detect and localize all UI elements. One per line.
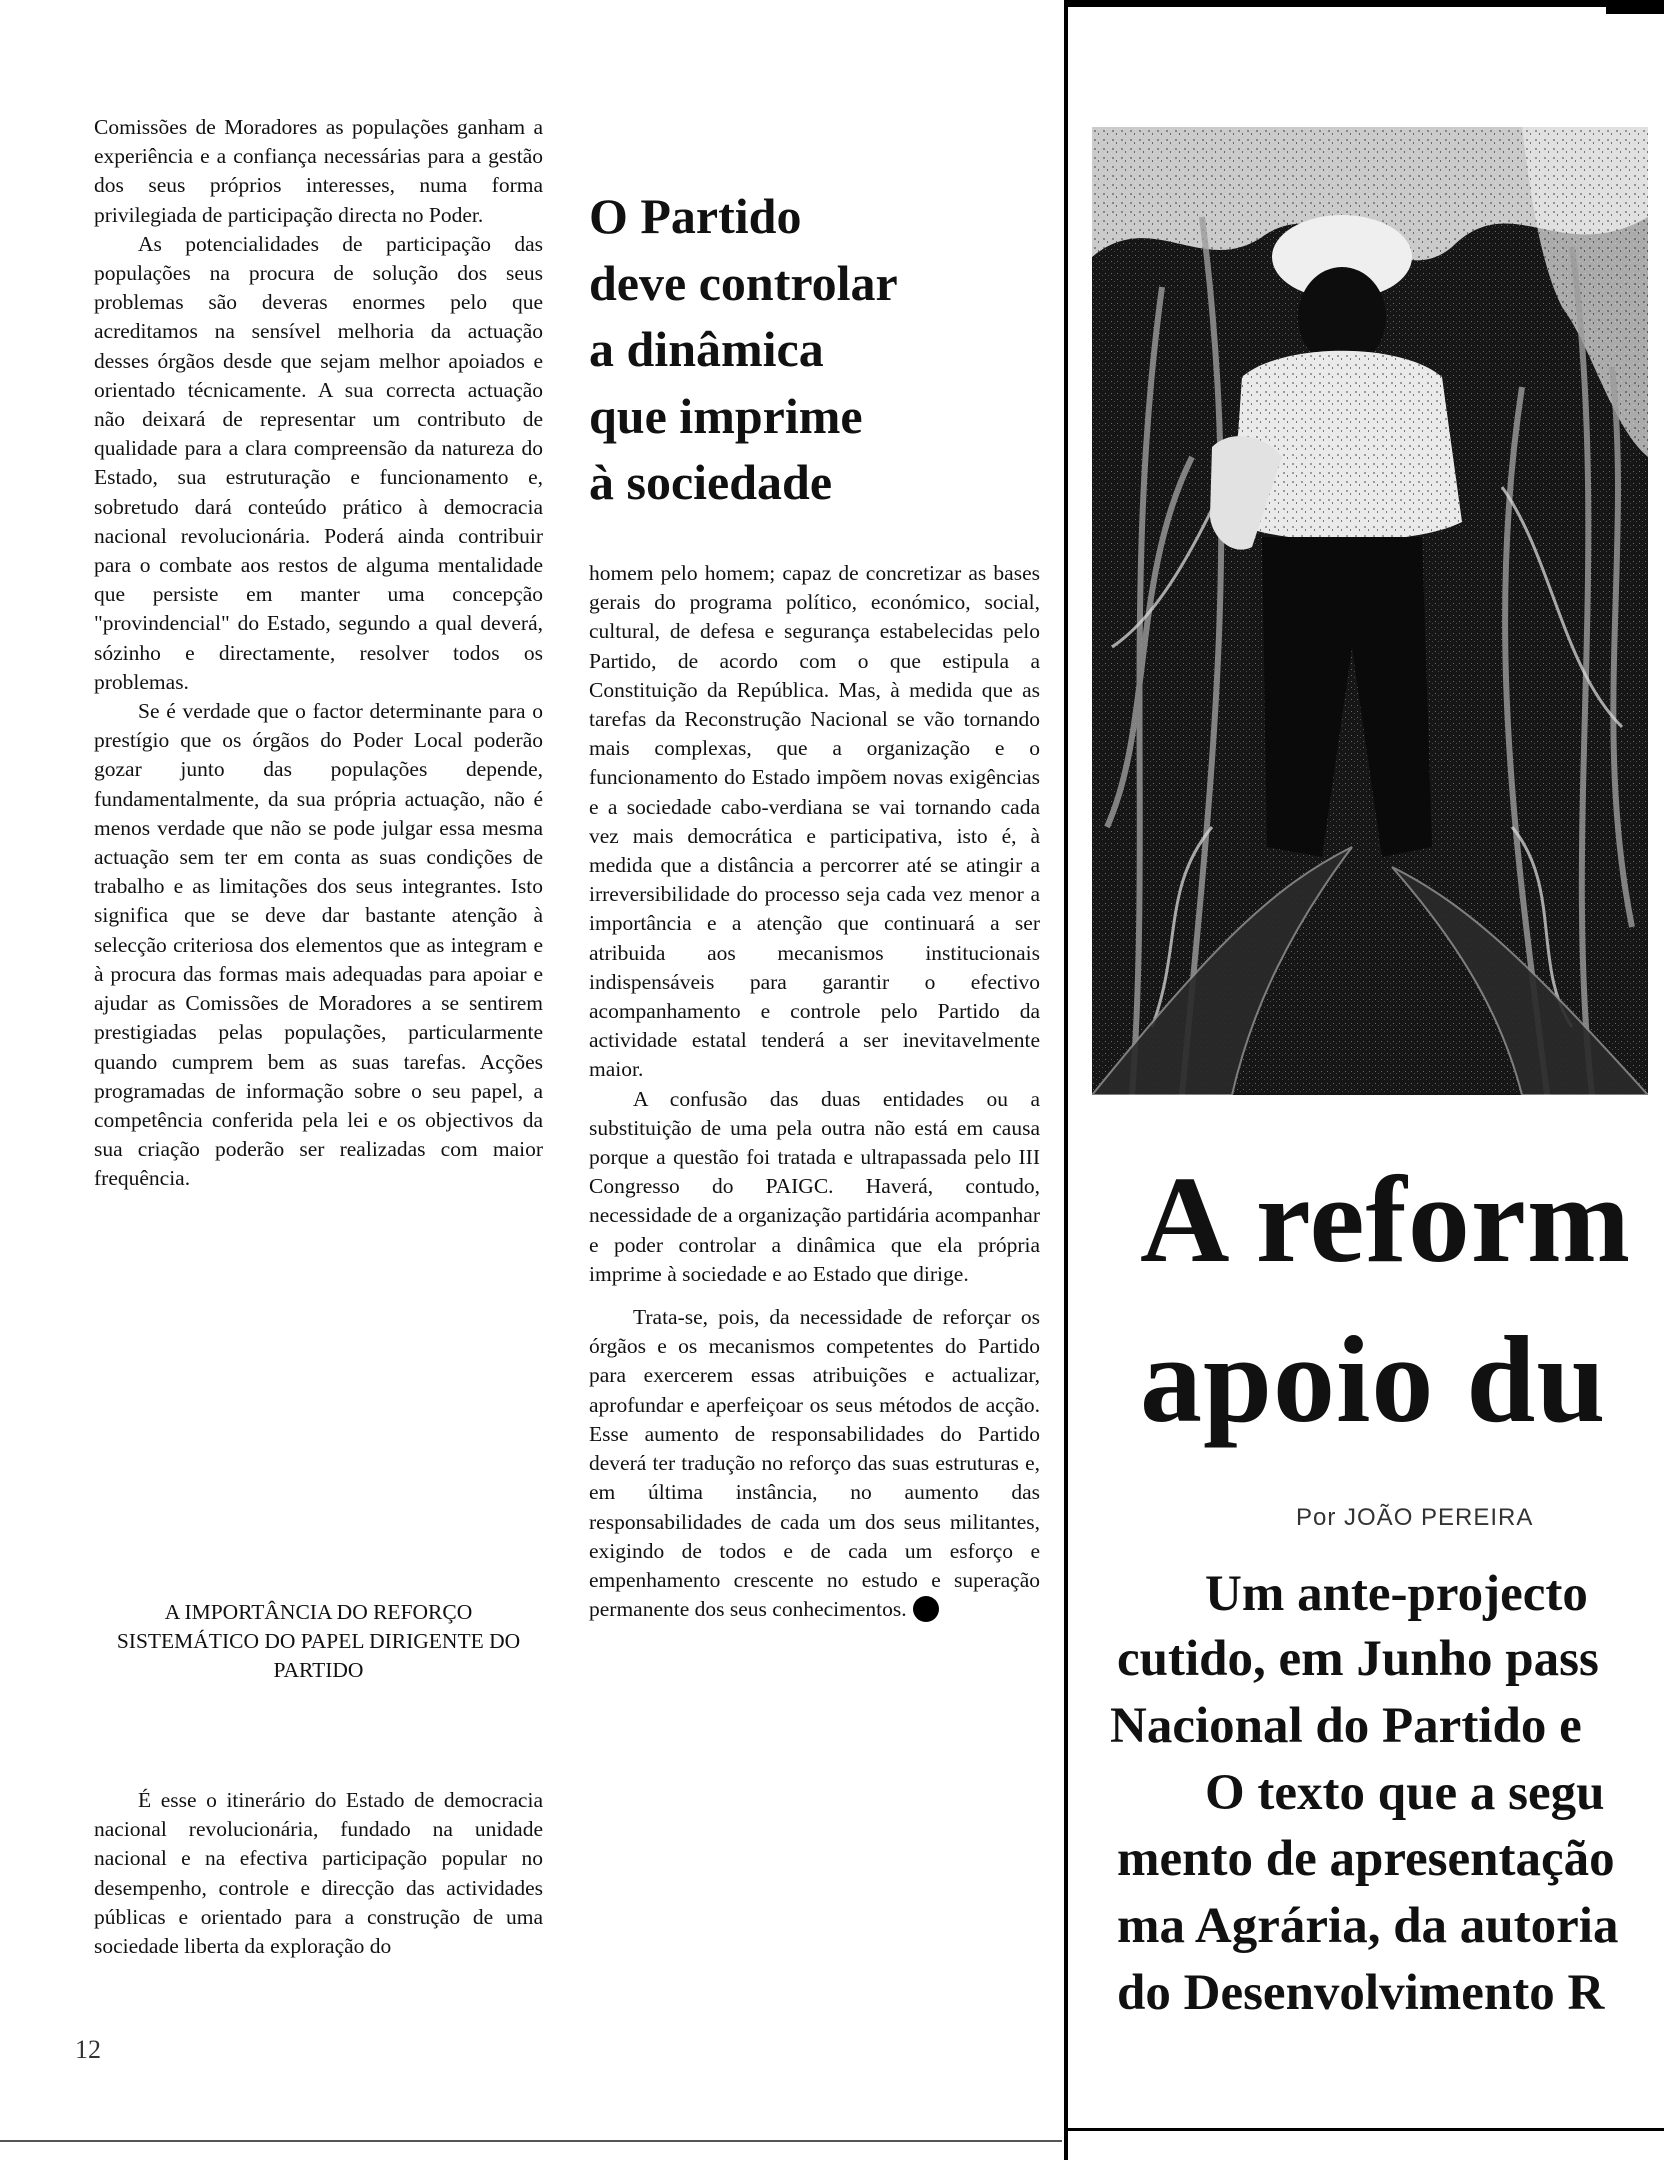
- farmer-in-field-photo: [1092, 127, 1648, 1095]
- lead-line: Nacional do Partido e: [1110, 1698, 1582, 1754]
- paragraph: A confusão das duas entidades ou a substituição de uma pela outra não está em causa porque a questão foi tratada e ultrapassada pelo III Congresso do PAIGC. Haverá, contudo, necessidade de a organização partidária acompanhar e poder controlar a dinâmica que ela própria imprime à sociedade e ao Estado que dirige.: [589, 1086, 1040, 1286]
- headline-line: a dinâmica: [589, 321, 824, 377]
- headline-line: O Partido: [589, 188, 802, 244]
- paragraph: As potencialidades de participação das populações na procura de solução dos seus problemas são deveras enormes pelo que acreditamos na sensível melhoria da actuação desses órgãos desde que sejam melhor apoiados e orientado técnicamente. A sua correcta actuação não deixará de representar um contributo de qualidade para a clara compreensão da natureza do Estado, sua estruturação e funcionamento e, sobretudo dará conteúdo prático à democracia nacional revolucionária. Poderá ainda contribuir para o combate aos restos de alguma mentalidade que persiste em manter uma concepção "provindencial" do Estado, segundo a qual deverá, sózinho e directamente, resolver todos os problemas.: [94, 231, 543, 694]
- page-number: 12: [75, 2035, 101, 2064]
- paragraph-text: Trata-se, pois, da necessidade de reforçar os órgãos e os mecanismos competentes do Partido para exercerem essas atribuições e actualizar, aprofundar e aperfeiçoar os seus métodos de acção. Esse aumento de responsabilidades do Partido deverá ter tradução no reforço das suas estruturas e, em última instância, no aumento das responsabilidades de cada um dos seus militantes, exigindo de todos e de cada um esforço e empenhamento crescente no estudo e superação permanente dos seus conhecimentos.: [589, 1305, 1040, 1622]
- lead-line: O texto que a segu: [1205, 1765, 1605, 1821]
- lead-line: Um ante-projecto: [1205, 1566, 1588, 1622]
- headline-line: que imprime: [589, 387, 863, 444]
- end-of-article-bullet-icon: [913, 1596, 939, 1622]
- lead-line: cutido, em Junho pass: [1117, 1631, 1599, 1687]
- paragraph: É esse o itinerário do Estado de democracia nacional revolucionária, fundado na unidade nacional e na efectiva participação popular no desempenho, controle e direcção das actividades públicas e orientado para a construção de uma sociedade liberta da exploração do: [94, 1788, 543, 1959]
- paragraph: Se é verdade que o factor determinante para o prestígio que os órgãos do Poder Local poderão gozar junto das populações depende, fundamentalmente, da sua própria actuação, não é menos verdade que não se pode julgar essa mesma actuação sem ter em conta as suas condições de trabalho e as limitações dos seus integrantes. Isto significa que se deve dar bastante atenção à selecção criteriosa dos elementos que as integram e à procura das formas mais adequadas para apoiar e ajudar as Comissões de Moradores a se sentirem prestigiadas pelas populações, particularmente quando cumprem bem as suas tarefas. Acções programadas de informação sobre o seu papel, a competência conferida pela lei e os objectivos da sua criação poderão ser realizadas com maior frequência.: [94, 699, 543, 1191]
- article-headline: [589, 183, 969, 516]
- bottom-rule: [0, 2140, 1062, 2142]
- author-byline: Por JOÃO PEREIRA: [1296, 1504, 1534, 1531]
- lead-line: mento de apresentação: [1117, 1831, 1615, 1887]
- feature-title-line: apoio du: [1140, 1311, 1607, 1448]
- article-column-left-bottom: [94, 1786, 543, 1961]
- lead-line: ma Agrária, da autoria: [1117, 1898, 1619, 1954]
- article-column-middle: [589, 559, 1040, 1624]
- headline-line: à sociedade: [589, 454, 833, 510]
- top-rule: [1068, 0, 1664, 7]
- article-column-left: [94, 113, 543, 1194]
- paragraph: [589, 1303, 1040, 1624]
- headline-line: deve controlar: [589, 254, 898, 311]
- bottom-rule: [1068, 2128, 1664, 2131]
- paragraph: homem pelo homem; capaz de concretizar as bases gerais do programa político, económico, social, cultural, de defesa e segurança estabelecidas pelo Partido, de acordo com o que estipula a Constituição da República. Mas, à medida que as tarefas da Reconstrução Nacional se vão tornando mais complexas, que a organização e o funcionamento do Estado impõem novas exigências e a sociedade cabo-verdiana se vai tornando cada vez mais democrática e participativa, isto é, à medida que a distância a percorrer até se atingir a irreversibilidade do processo seja cada vez menor a importância e a atenção que continuará a ser atribuida aos mecanismos institucionais indispensáveis para garantir o efectivo acompanhamento e controle pelo Partido da actividade estatal tenderá a ser inevitavelmente maior.: [589, 561, 1040, 1082]
- lead-line: do Desenvolvimento R: [1117, 1965, 1605, 2021]
- section-heading: A IMPORTÂNCIA DO REFORÇO SISTEMÁTICO DO PAPEL DIRIGENTE DO PARTIDO: [116, 1600, 521, 1682]
- feature-title-line: A reform: [1140, 1151, 1632, 1288]
- page-gutter-divider: [1064, 0, 1068, 2160]
- top-rule-end: [1606, 0, 1664, 14]
- paragraph: Comissões de Moradores as populações ganham a experiência e a confiança necessárias para a gestão dos seus próprios interesses, numa forma privilegiada de participação directa no Poder.: [94, 115, 543, 227]
